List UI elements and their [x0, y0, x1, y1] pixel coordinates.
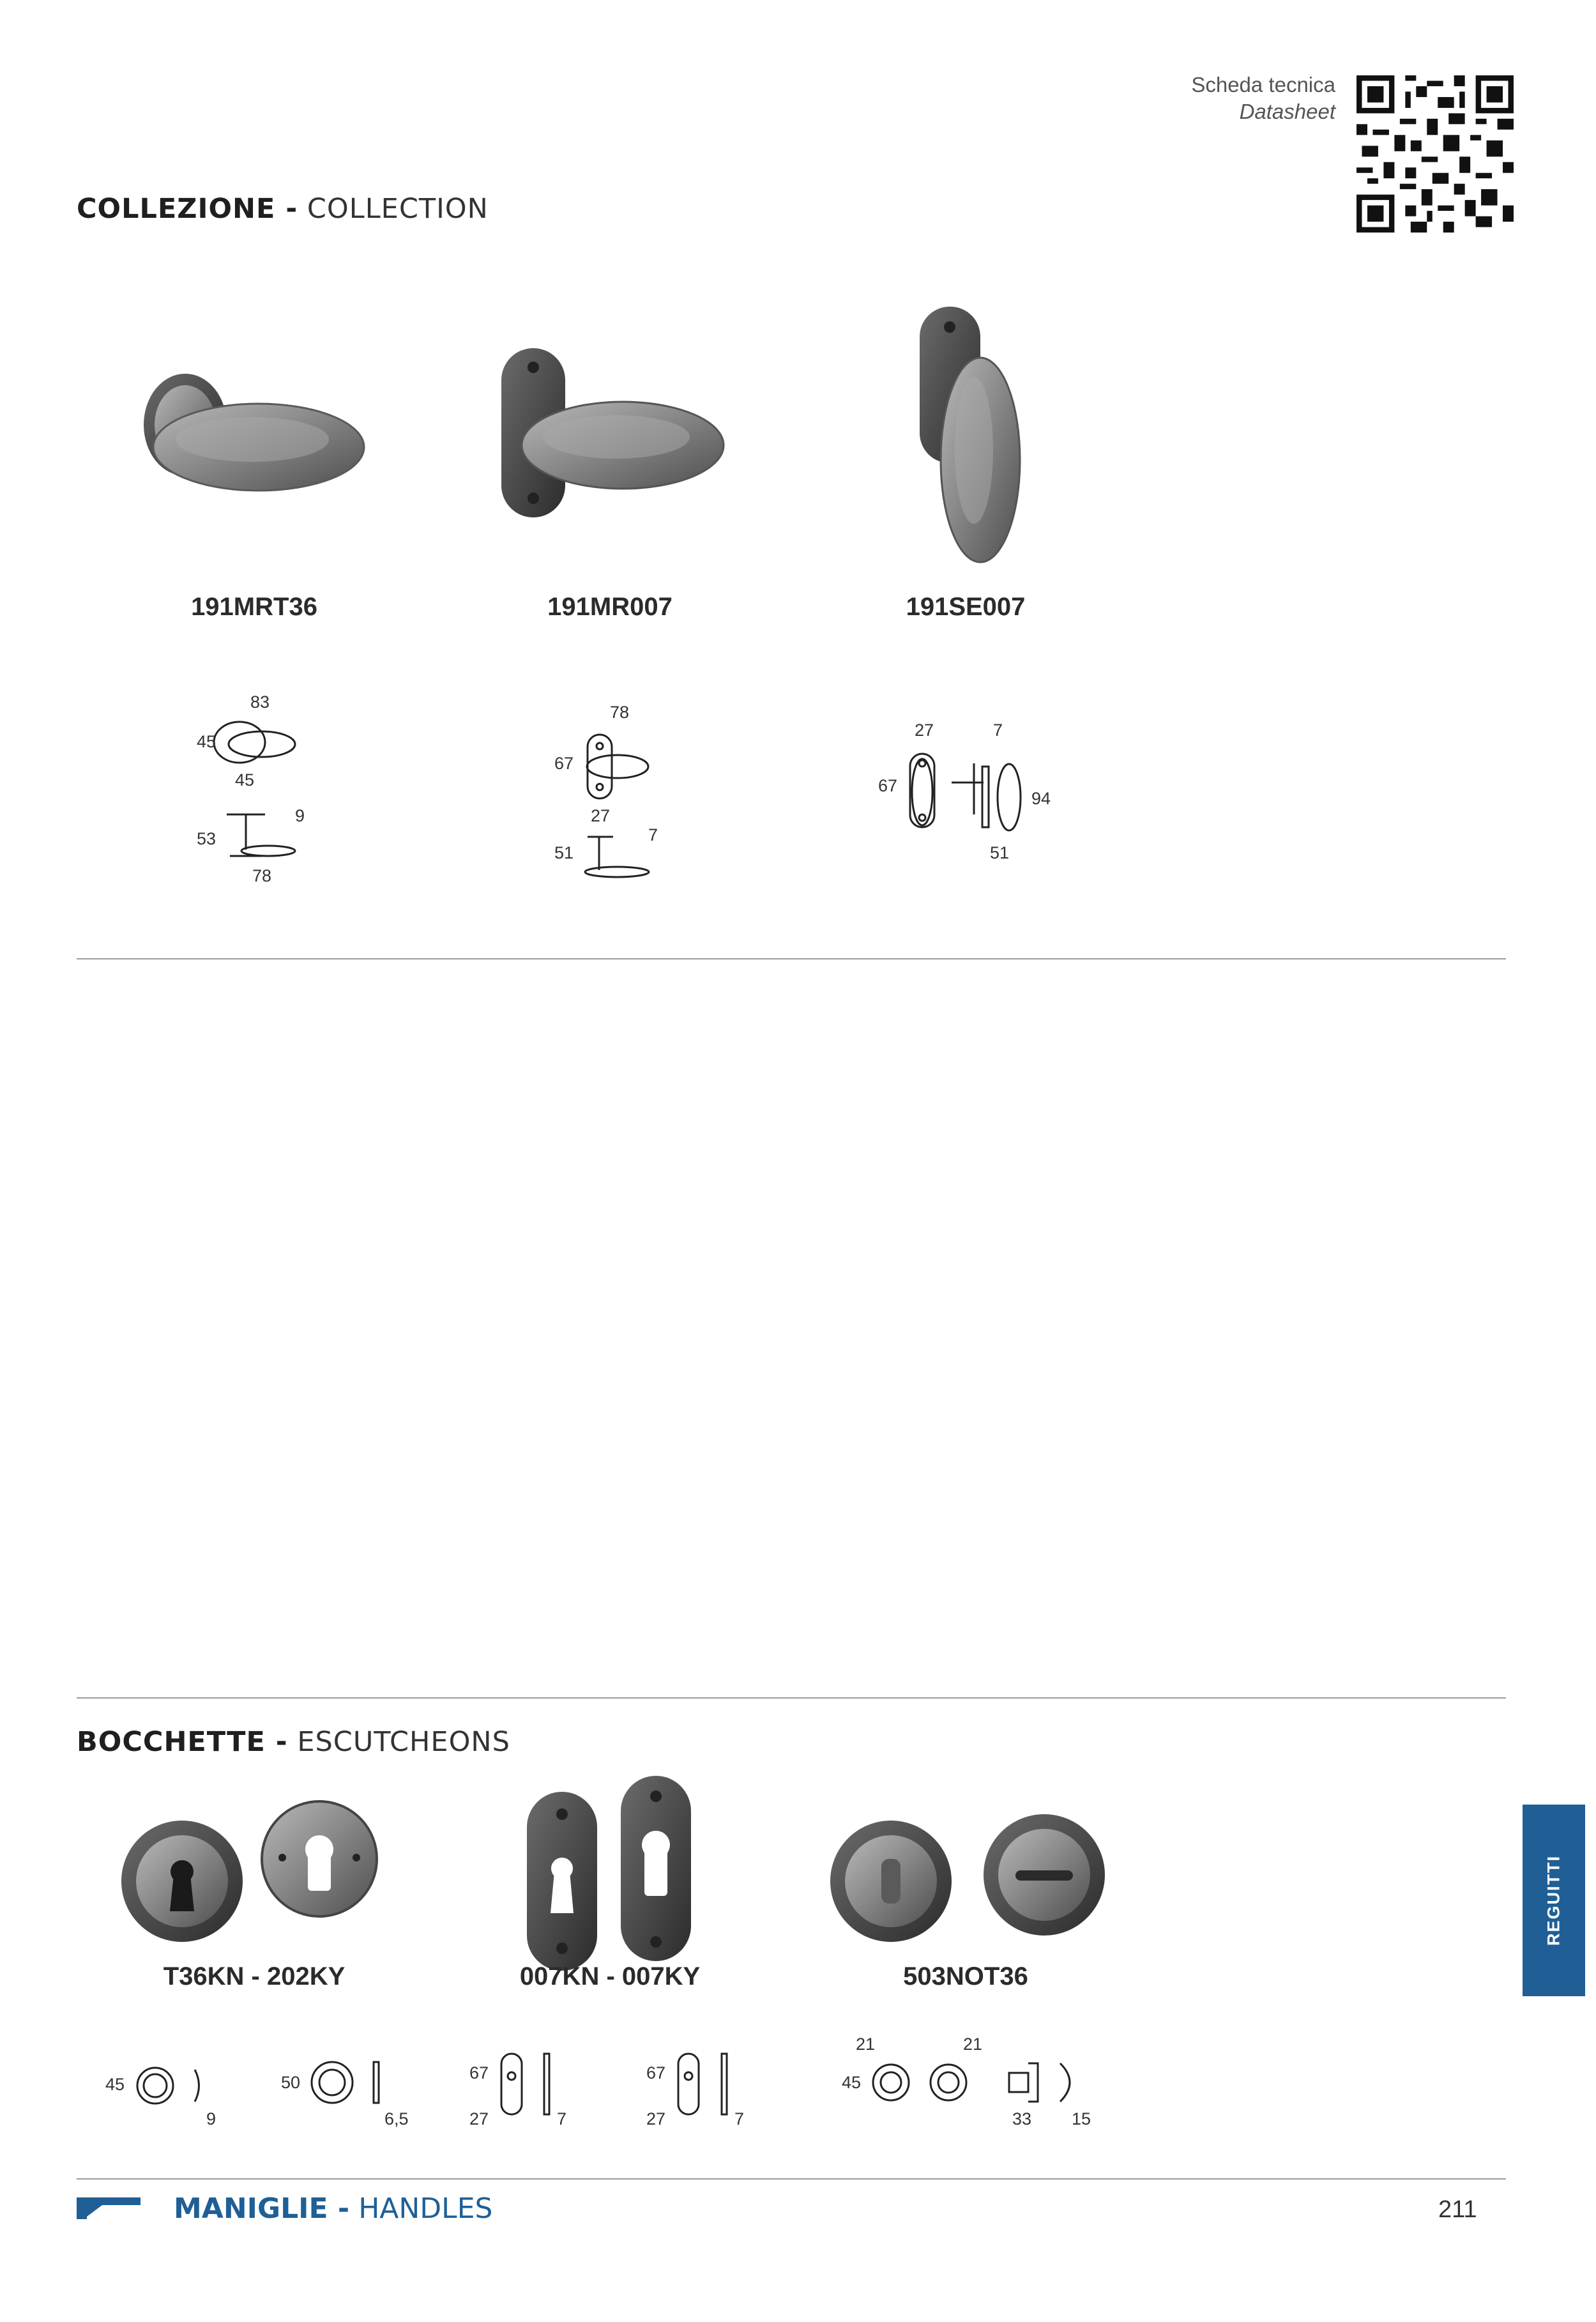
dim-label: 45 [235, 770, 255, 790]
dim-label: 6,5 [384, 2109, 409, 2128]
escutcheon-202ky-image [262, 1801, 377, 1916]
product-code-3: 191SE007 [906, 593, 1026, 621]
collection-product-images [0, 0, 1596, 958]
dim-label: 9 [206, 2109, 217, 2128]
escutcheon-007ky-image [621, 1776, 691, 1961]
escutcheons-title [77, 1726, 510, 1758]
dim-label: 45 [105, 2075, 125, 2094]
dim-label: 67 [469, 2063, 489, 2082]
escutcheon-code-3: 503NOT36 [903, 1962, 1028, 1990]
drawing-191se007 [910, 754, 1021, 830]
footer-title-light: HANDLES [358, 2192, 493, 2225]
dim-label: 7 [993, 721, 1003, 740]
section-divider [77, 1697, 1506, 1699]
dim-label: 67 [646, 2063, 666, 2082]
dim-label: 45 [842, 2073, 862, 2092]
handle-191se007-image [920, 307, 1020, 562]
brand-logo-icon [77, 2197, 141, 2219]
dim-label: 7 [734, 2109, 745, 2128]
product-code-1: 191MRT36 [191, 593, 317, 621]
dim-label: 9 [295, 806, 305, 825]
handle-191mrt36-image [144, 374, 364, 491]
footer-divider [77, 2178, 1506, 2180]
datasheet-label-it: Scheda tecnica [1191, 73, 1335, 96]
dim-label: 83 [250, 692, 270, 712]
dim-label: 45 [197, 732, 217, 751]
dim-label: 53 [197, 829, 217, 848]
collection-title-bold: COLLEZIONE - [77, 193, 298, 225]
footer-title-bold: MANIGLIE - [174, 2192, 350, 2225]
dim-label: 7 [648, 825, 658, 844]
dim-label: 94 [1031, 789, 1051, 808]
escutcheons-title-light: ESCUTCHEONS [297, 1726, 510, 1758]
escutcheon-code-2: 007KN - 007KY [519, 1962, 701, 1990]
footer-title [174, 2192, 492, 2225]
dim-label: 15 [1072, 2109, 1091, 2128]
dim-label: 21 [963, 2035, 983, 2054]
dim-label: 78 [610, 703, 630, 722]
datasheet-label-en: Datasheet [1239, 100, 1335, 123]
escutcheon-code-1: T36KN - 202KY [163, 1962, 346, 1990]
collection-title-light: COLLECTION [307, 193, 489, 225]
escutcheons-title-bold: BOCCHETTE - [77, 1726, 288, 1758]
dim-label: 27 [591, 806, 611, 825]
dim-label: 27 [915, 721, 934, 740]
dim-label: 51 [554, 843, 574, 862]
section-divider [77, 958, 1506, 959]
dim-label: 67 [554, 754, 574, 773]
dim-label: 51 [990, 843, 1010, 862]
brand-side-tab-label: REGUITTI [1544, 1855, 1563, 1946]
brand-side-tab[interactable] [1523, 1805, 1585, 1996]
escutcheon-007kn-image [527, 1792, 597, 1971]
dim-label: 27 [469, 2109, 489, 2128]
dim-label: 7 [557, 2109, 567, 2128]
dim-label: 21 [856, 2035, 876, 2054]
product-code-2: 191MR007 [547, 593, 673, 621]
dim-label: 50 [281, 2073, 301, 2092]
page-number: 211 [1438, 2196, 1477, 2223]
escutcheon-503not36-image [830, 1814, 1105, 1942]
handle-191mr007-image [501, 348, 724, 517]
escutcheon-drawings [137, 2054, 1070, 2114]
dim-label: 78 [252, 866, 272, 885]
escutcheon-t36kn-image [121, 1821, 243, 1942]
dim-label: 67 [878, 776, 898, 795]
drawing-191mrt36 [214, 722, 295, 856]
dim-label: 27 [646, 2109, 666, 2128]
dim-label: 33 [1012, 2109, 1032, 2128]
